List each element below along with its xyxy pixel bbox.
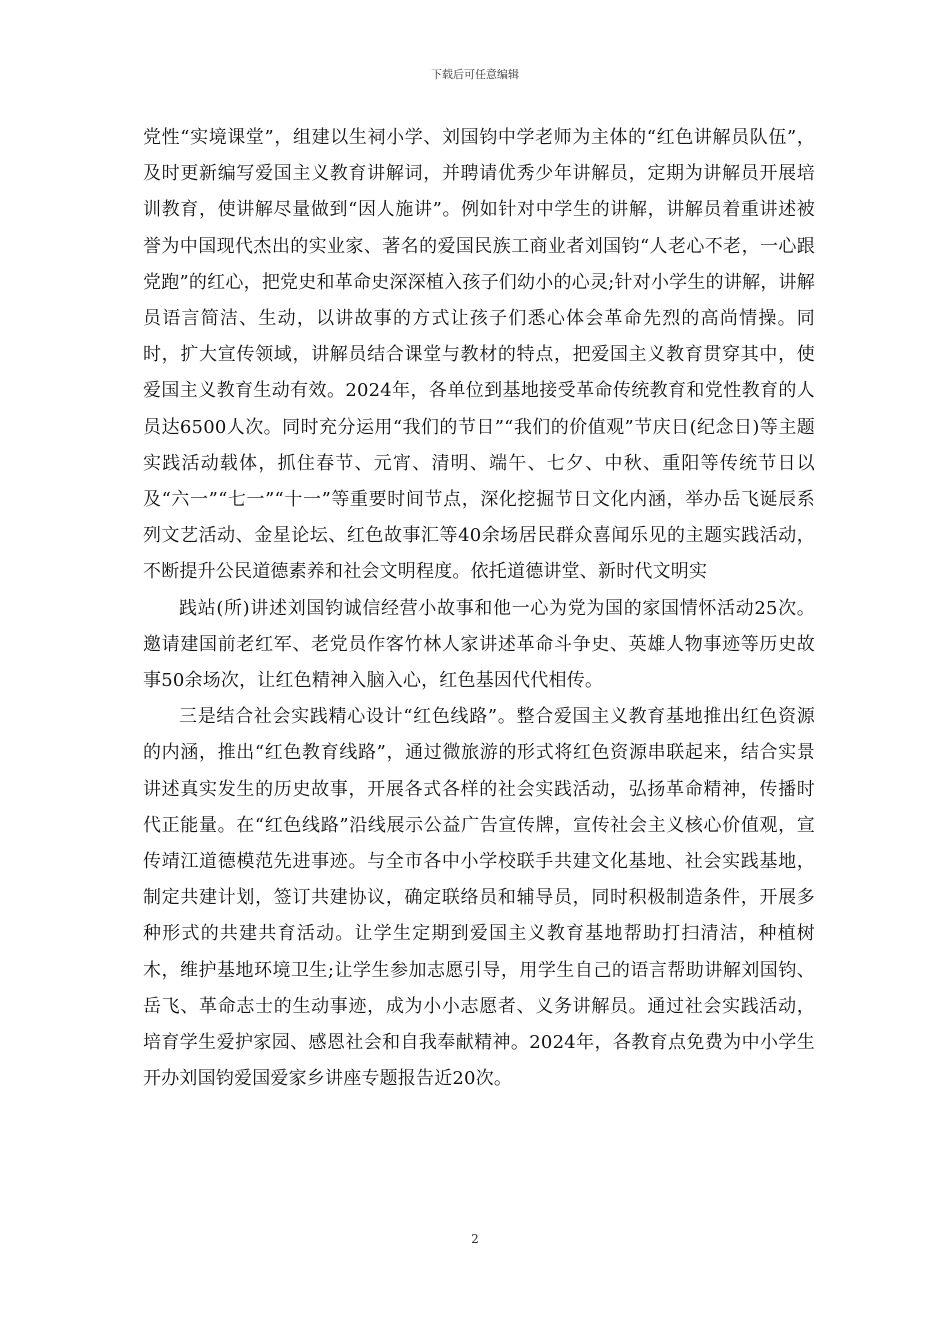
paragraph-continued: 党性“实境课堂”，组建以生祠小学、刘国钧中学老师为主体的“红色讲解员队伍”，及时更新编写爱国主义教育讲解词，并聘请优秀少年讲解员，定期为讲解员开展培训教育，使讲解尽量做到“因人施讲”。例如针对中学生的讲解，讲解员着重讲述被誉为中国现代杰出的实业家、著名的爱国民族工商业者刘国钧“人老心不老，一心跟党跑”的红心，把党史和革命史深深植入孩子们幼小的心灵;针对小学生的讲解，讲解员语言简洁、生动，以讲故事的方式让孩子们悉心体会革命先烈的高尚情操。同时，扩大宣传领域，讲解员结合课堂与教材的特点，把爱国主义教育贯穿其中，使爱国主义教育生动有效。2024年，各单位到基地接受革命传统教育和党性教育的人员达6500人次。同时充分运用“我们的节日”“我们的价值观”节庆日(纪念日)等主题实践活动载体，抓住春节、元宵、清明、端午、七夕、中秋、重阳等传统节日以及“六一”“七一”“十一”等重要时间节点，深化挖掘节日文化内涵，举办岳飞诞辰系列文艺活动、金星论坛、红色故事汇等40余场居民群众喜闻乐见的主题实践活动，不断提升公民道德素养和社会文明程度。依托道德讲堂、新时代文明实 [143, 127, 815, 583]
paragraph-practice-station: 践站(所)讲述刘国钧诚信经营小故事和他一心为党为国的家国情怀活动25次。邀请建国前老红军、老党员作客竹林人家讲述革命斗争史、英雄人物事迹等历史故事50余场次，让红色精神入脑入心，红色基因代代相传。 [143, 597, 815, 692]
paragraph-red-route: 三是结合社会实践精心设计“红色线路”。整合爱国主义教育基地推出红色资源的内涵，推出“红色教育线路”，通过微旅游的形式将红色资源串联起来，结合实景讲述真实发生的历史故事，开展各式各样的社会实践活动，弘扬革命精神，传播时代正能量。在“红色线路”沿线展示公益广告宣传牌，宣传社会主义核心价值观，宣传靖江道德模范先进事迹。与全市各中小学校联手共建文化基地、社会实践基地，制定共建计划，签订共建协议，确定联络员和辅导员，同时积极制造条件，开展多种形式的共建共育活动。让学生定期到爱国主义教育基地帮助打扫清洁，种植树木，维护基地环境卫生;让学生参加志愿引导，用学生自己的语言帮助讲解刘国钧、岳飞、革命志士的生动事迹，成为小小志愿者、义务讲解员。通过社会实践活动，培育学生爱护家园、感恩社会和自我奉献精神。2024年，各教育点免费为中小学生开办刘国钧爱国爱家乡讲座专题报告近20次。 [143, 706, 815, 1090]
page-number: 2 [471, 1232, 479, 1246]
document-body [143, 120, 815, 1097]
page-header: 下载后可任意编辑 [431, 68, 519, 81]
